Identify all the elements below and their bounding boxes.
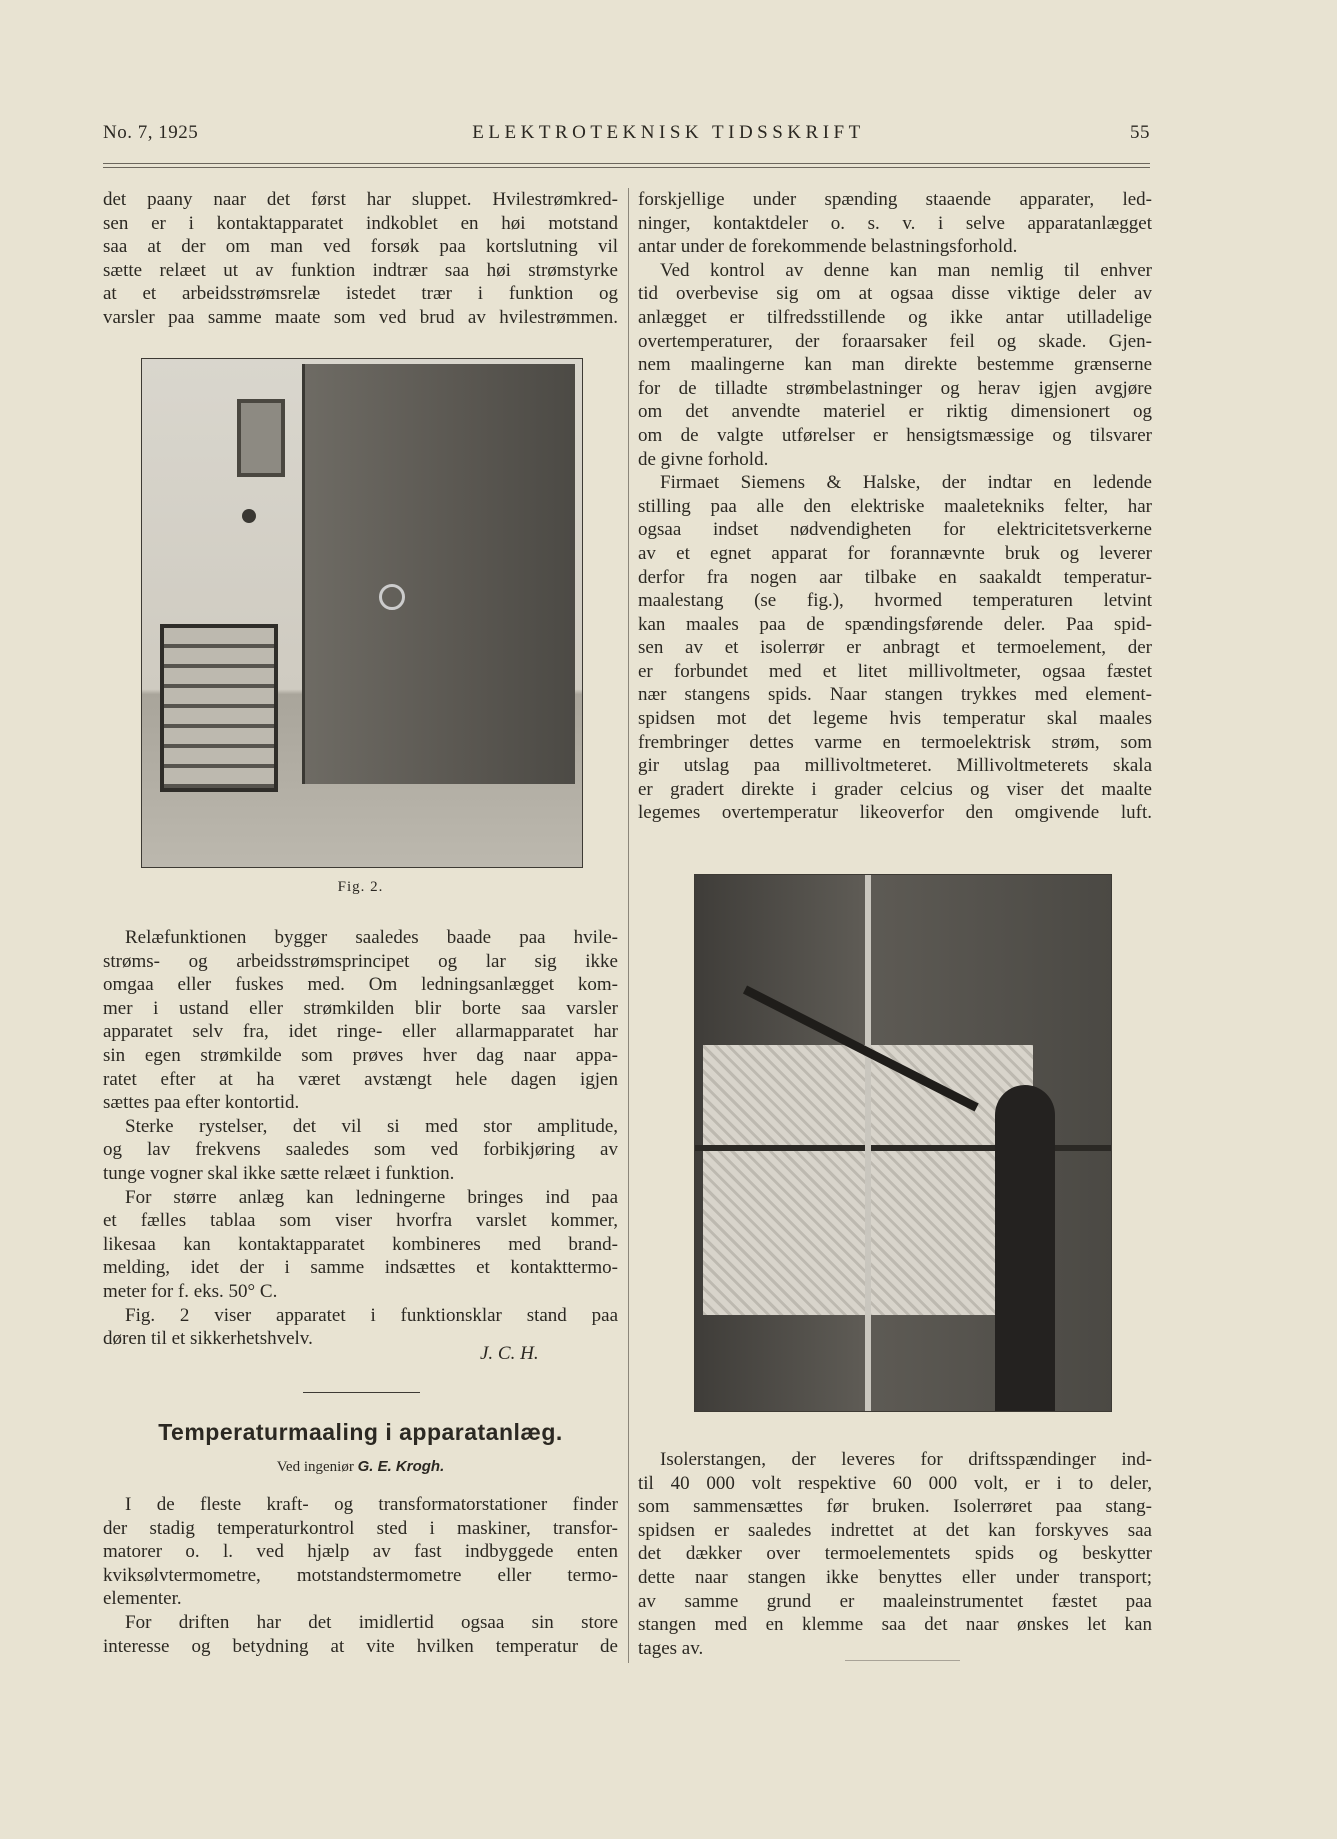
text-line: anlægget er tilfredsstillende og ikke antar utilladelige: [638, 306, 1152, 328]
text-line: Ved kontrol av denne kan man nemlig til enhver: [660, 259, 1152, 281]
door-wheel-icon: [379, 584, 405, 610]
signature: J. C. H.: [480, 1343, 539, 1364]
text-line: interesse og betydning at vite hvilken temperatur de: [103, 1635, 618, 1657]
text-line: Sterke rystelser, det vil si med stor amplitude,: [125, 1115, 618, 1137]
cabinet-shelf: [160, 624, 278, 792]
text-line: tages av.: [638, 1637, 704, 1659]
text-line: til 40 000 volt respektive 60 000 volt, er i to deler,: [638, 1472, 1152, 1494]
left-column-bottom-text: [103, 1493, 618, 1658]
end-rule: [845, 1660, 960, 1661]
text-line: kviksølvtermometre, motstandstermometre eller termo-: [103, 1564, 618, 1586]
right-column-top-text: [638, 188, 1152, 825]
issue-number: No. 7, 1925: [103, 122, 199, 143]
figure-2-photo-safe-door: [141, 358, 583, 868]
text-line: ratet efter at ha været avstængt hele dagen igjen: [103, 1068, 618, 1090]
text-line: av samme grund er maaleinstrumentet fæstet paa: [638, 1590, 1152, 1612]
text-line: mer i ustand eller strømkilden blir borte saa varsler: [103, 997, 618, 1019]
byline-author: G. E. Krogh.: [357, 1458, 445, 1475]
text-line: at et arbeidsstrømsrelæ istedet trær i funktion og: [103, 283, 618, 305]
text-line: nem maalingerne kan man direkte bestemme grænserne: [638, 354, 1152, 376]
text-line: derfor fra nogen aar tilbake en saakaldt temperatur-: [638, 566, 1152, 588]
text-line: For større anlæg kan ledningerne bringes ind paa: [125, 1186, 618, 1208]
text-line: av et egnet apparat for forannævnte bruk og leverer: [638, 542, 1152, 564]
text-line: strøms- og arbeidsstrømsprincipet og lar sig ikke: [103, 950, 618, 972]
text-line: stilling paa alle den elektriske maaletekniks felter, har: [638, 495, 1152, 517]
header-rule-bottom: [103, 167, 1150, 168]
text-line: og lav frekvens saaledes som ved forbikjøring av: [103, 1139, 618, 1161]
text-line: kan maales paa de spændingsførende deler. Paa spid-: [638, 613, 1152, 635]
text-line: sen av et isolerrør er anbragt et termoelement, der: [638, 637, 1152, 659]
text-line: spidsen mot det legeme hvis temperatur skal maales: [638, 708, 1152, 730]
safe-door: [302, 364, 575, 784]
byline: [103, 1458, 618, 1476]
text-line: stangen med en klemme saa det naar ønskes let kan: [638, 1614, 1152, 1636]
text-line: døren til et sikkerhetshvelv.: [103, 1328, 313, 1350]
frame-post: [865, 875, 871, 1411]
page-number: 55: [1130, 122, 1150, 143]
left-column-top-text: [103, 188, 618, 330]
column-divider: [628, 188, 629, 1663]
header-rule-top: [103, 163, 1150, 164]
text-line: det dækker over termoelementets spids og beskytter: [638, 1543, 1152, 1565]
text-line: matorer o. l. ved hjælp av fast indbyggede enten: [103, 1541, 618, 1563]
text-line: forskjellige under spænding staaende apparater, led-: [638, 189, 1152, 210]
figure-caption: Fig. 2.: [337, 879, 384, 895]
text-line: tid overbevise sig om at ogsaa disse viktige deler av: [638, 283, 1152, 305]
text-line: sætte relæet ut av funktion indtrær saa høi strømstyrke: [103, 259, 618, 281]
text-line: der stadig temperaturkontrol sted i maskiner, transfor-: [103, 1517, 618, 1539]
text-line: meter for f. eks. 50° C.: [103, 1280, 278, 1302]
left-column-middle-text: [103, 926, 618, 1351]
text-line: likesaa kan kontaktapparatet kombineres med brand-: [103, 1233, 618, 1255]
text-line: et fælles tablaa som viser hvorfra varslet kommer,: [103, 1210, 618, 1232]
text-line: frembringer dettes varme en termoelektrisk strøm, som: [638, 731, 1152, 753]
text-line: I de fleste kraft- og transformatorstationer finder: [125, 1494, 618, 1515]
text-line: ogsaa indset nødvendigheten for elektricitetsverkerne: [638, 519, 1152, 541]
text-line: nær stangens spids. Naar stangen trykkes med element-: [638, 684, 1152, 706]
section-rule: [303, 1392, 420, 1393]
text-line: er gradert direkte i grader celcius og viser det maalte: [638, 778, 1152, 800]
text-line: sættes paa efter kontortid.: [103, 1092, 300, 1114]
text-line: Relæfunktionen bygger saaledes baade paa hvile-: [125, 927, 618, 948]
text-line: ninger, kontaktdeler o. s. v. i selve apparatanlægget: [638, 212, 1152, 234]
text-line: legemes overtemperatur likeoverfor den omgivende luft.: [638, 802, 1152, 824]
text-line: maalestang (se fig.), hvormed temperaturen letvint: [638, 590, 1152, 612]
byline-prefix: Ved ingeniør: [276, 1459, 354, 1475]
text-line: om de valgte utførelser er hensigtsmæssige og tilsvarer: [638, 424, 1152, 446]
article-title: Temperaturmaaling i apparatanlæg.: [158, 1419, 563, 1445]
text-line: dette naar stangen ikke benyttes eller under transport;: [638, 1566, 1152, 1588]
text-line: melding, idet der i samme indsættes et kontakttermo-: [103, 1257, 618, 1279]
text-line: Fig. 2 viser apparatet i funktionsklar stand paa: [125, 1304, 618, 1326]
right-column-bottom-text: [638, 1448, 1152, 1660]
journal-title: ELEKTROTEKNISK TIDSSKRIFT: [472, 122, 865, 143]
text-line: for de tilladte strømbelastninger og herav igjen avgjøre: [638, 377, 1152, 399]
text-line: overtemperaturer, der foraarsaker feil og skade. Gjen-: [638, 330, 1152, 352]
text-line: apparatet selv fra, idet ringe- eller allarmapparatet har: [103, 1021, 618, 1043]
text-line: tunge vogner skal ikke sætte relæet i funktion.: [103, 1162, 455, 1184]
text-line: For driften har det imidlertid ogsaa sin store: [125, 1611, 618, 1633]
text-line: sen er i kontaktapparatet indkoblet en høi motstand: [103, 212, 618, 234]
text-line: antar under de forekommende belastningsforhold.: [638, 236, 1018, 258]
figure-photo-switchgear: [694, 874, 1112, 1412]
text-line: er forbundet med et litet millivoltmeter, ogsaa fæstet: [638, 660, 1152, 682]
text-line: de givne forhold.: [638, 448, 769, 470]
text-line: Firmaet Siemens & Halske, der indtar en ledende: [660, 472, 1152, 494]
text-line: det paany naar det først har sluppet. Hvilestrømkred-: [103, 189, 618, 210]
text-line: elementer.: [103, 1588, 182, 1610]
text-line: varsler paa samme maate som ved brud av hvilestrømmen.: [103, 306, 618, 328]
text-line: sin egen strømkilde som prøves hver dag naar appa-: [103, 1044, 618, 1066]
text-line: Isolerstangen, der leveres for driftsspændinger ind-: [660, 1449, 1152, 1470]
text-line: om det anvendte materiel er riktig dimensionert og: [638, 401, 1152, 423]
text-line: saa at der om man ved forsøk paa kortslutning vil: [103, 236, 618, 258]
text-line: spidsen er saaledes indrettet at det kan forskyves saa: [638, 1519, 1152, 1541]
text-line: gir utslag paa millivoltmeteret. Millivoltmeterets skala: [638, 755, 1152, 777]
text-line: omgaa eller fuskes med. Om ledningsanlægget kom-: [103, 974, 618, 996]
bell-icon: [242, 509, 256, 523]
wall-frame: [237, 399, 285, 477]
text-line: som sammensættes før bruken. Isolerrøret paa stang-: [638, 1496, 1152, 1518]
technician-figure: [995, 1085, 1055, 1411]
